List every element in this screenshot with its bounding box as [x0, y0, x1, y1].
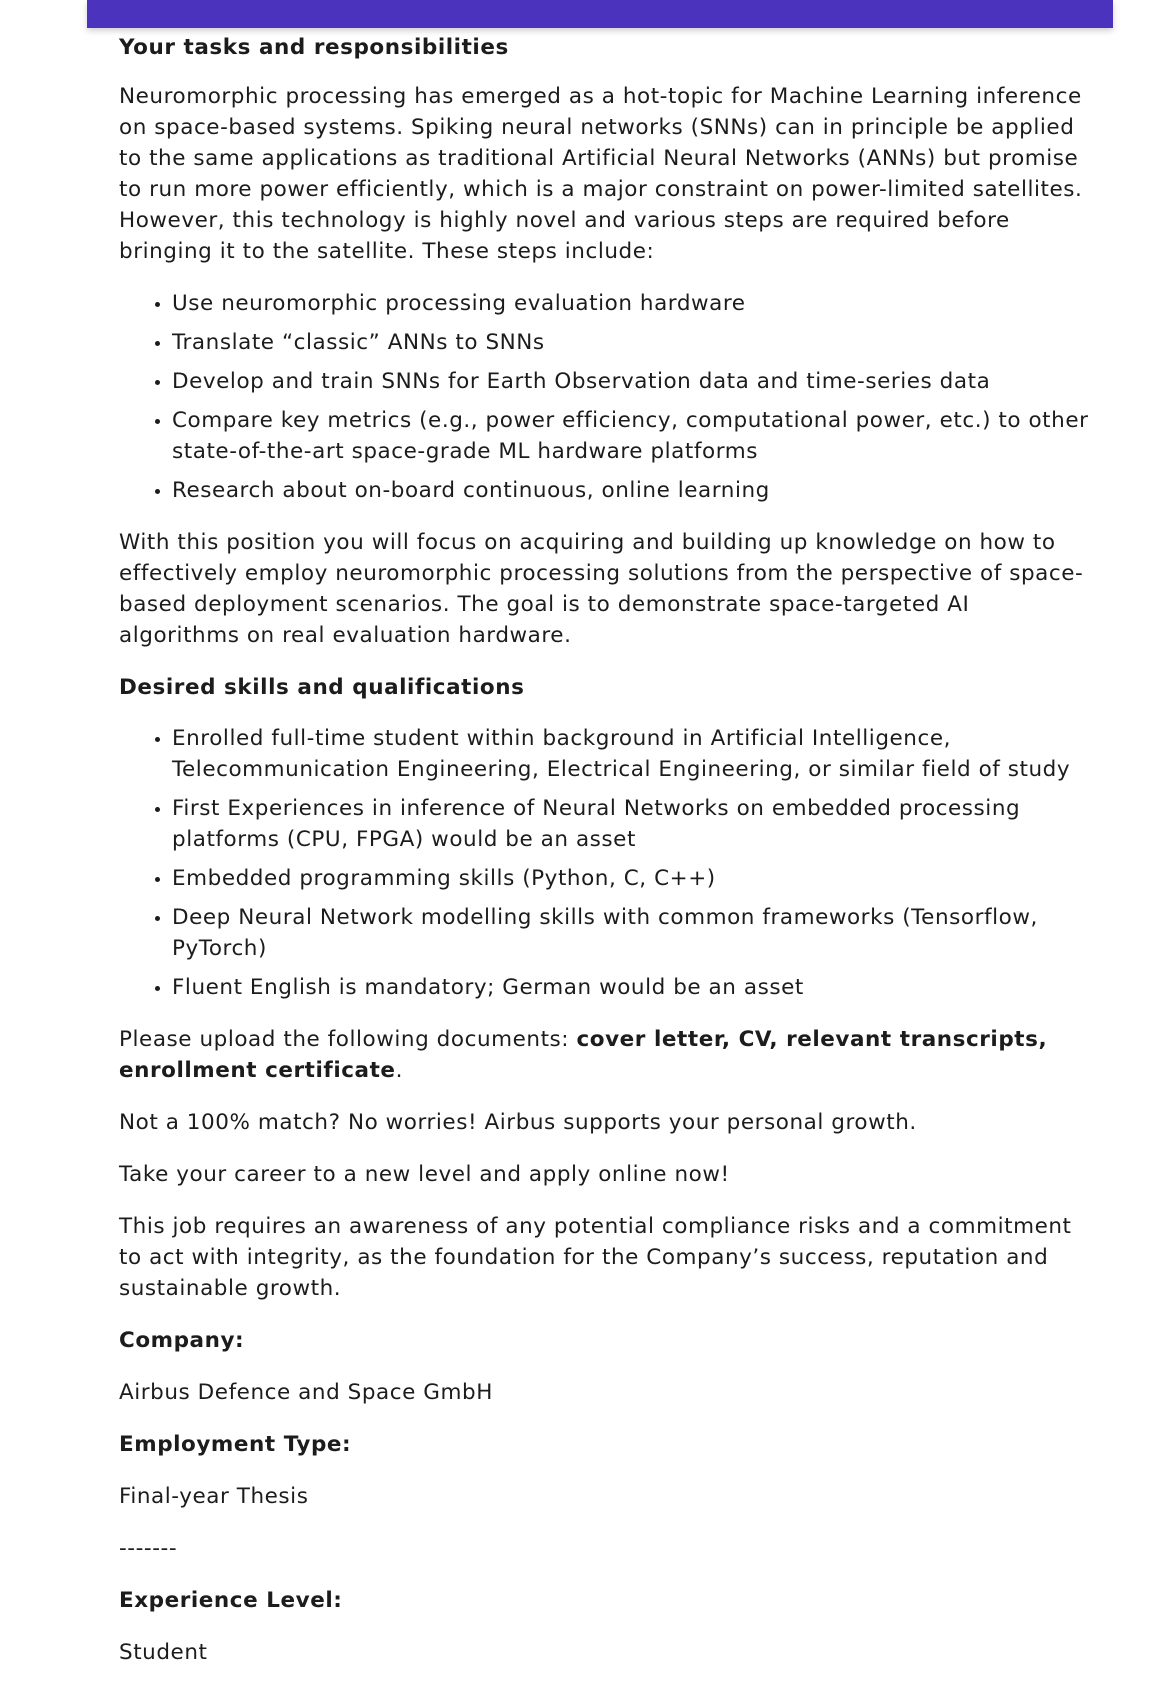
list-item: • Deep Neural Network modelling skills with common frameworks (Tensorflow, PyTorch) [172, 902, 1094, 964]
list-item: • Embedded programming skills (Python, C, C++) [172, 863, 1094, 894]
list-item: • Enrolled full-time student within background in Artificial Intelligence, Telecommunication Engineering, Electrical Engineering, or similar field of study [172, 723, 1094, 785]
documents-paragraph [119, 1024, 1094, 1086]
list-item: • Fluent English is mandatory; German would be an asset [172, 972, 1094, 1003]
documents-list: cover letter, CV, relevant transcripts, enrollment certificate [119, 1027, 1048, 1083]
employment-type-label: Employment Type: [119, 1432, 352, 1457]
skills-heading: Desired skills and qualifications [119, 675, 525, 700]
top-header-bar [87, 0, 1113, 28]
experience-level-value: Student [119, 1640, 208, 1665]
company-value: Airbus Defence and Space GmbH [119, 1380, 493, 1405]
separator: ------- [119, 1536, 178, 1561]
list-item: • Develop and train SNNs for Earth Observation data and time-series data [172, 366, 1094, 397]
experience-level-label: Experience Level: [119, 1588, 343, 1613]
documents-prefix: Please upload the following documents: [119, 1027, 577, 1052]
tasks-heading: Your tasks and responsibilities [119, 35, 509, 60]
match-paragraph: Not a 100% match? No worries! Airbus supports your personal growth. [119, 1110, 917, 1135]
apply-paragraph: Take your career to a new level and apply online now! [119, 1162, 730, 1187]
list-item: • First Experiences in inference of Neural Networks on embedded processing platforms (CPU, FPGA) would be an asset [172, 793, 1094, 855]
employment-type-value: Final-year Thesis [119, 1484, 309, 1509]
documents-suffix: . [395, 1058, 403, 1083]
tasks-intro: Neuromorphic processing has emerged as a hot-topic for Machine Learning inference on space-based systems. Spiking neural networks (SNNs) can in principle be applied to the same applications as traditional Artificial Neural Networks (ANNs) but promise to run more power efficiently, which is a major constraint on power-limited satellites. However, this technology is highly novel and various steps are required before bringing it to the satellite. These steps include: [119, 84, 1083, 264]
skills-list [119, 723, 1094, 1003]
list-item: • Translate “classic” ANNs to SNNs [172, 327, 1094, 358]
list-item: • Research about on-board continuous, online learning [172, 475, 1094, 506]
list-item: • Use neuromorphic processing evaluation hardware [172, 288, 1094, 319]
company-label: Company: [119, 1328, 245, 1353]
list-item: • Compare key metrics (e.g., power efficiency, computational power, etc.) to other state-of-the-art space-grade ML hardware platforms [172, 405, 1094, 467]
compliance-paragraph: This job requires an awareness of any potential compliance risks and a commitment to act with integrity, as the foundation for the Company’s success, reputation and sustainable growth. [119, 1214, 1072, 1301]
tasks-outro: With this position you will focus on acquiring and building up knowledge on how to effectively employ neuromorphic processing solutions from the perspective of space-based deployment scenarios. The goal is to demonstrate space-targeted AI algorithms on real evaluation hardware. [119, 530, 1084, 648]
tasks-list [119, 288, 1094, 506]
job-description [119, 26, 1094, 1689]
